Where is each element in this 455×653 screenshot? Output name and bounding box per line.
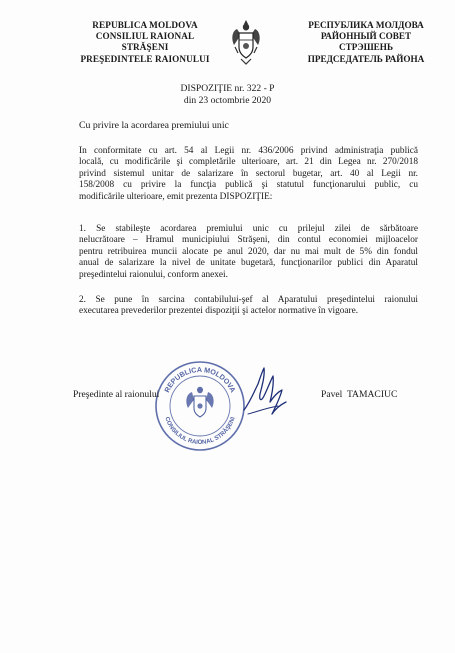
paragraph-line: 158/2008 cu privire la funcţia publică şi statutul funcţionarului public, cu [79,180,418,191]
paragraph-line: preşedintelui raionului, conform anexei. [79,269,228,280]
paragraph-line: privind sistemul unitar de salarizare în sectorul bugetar, art. 40 al Legii nr. [79,168,418,179]
paragraph-line: nelucrătoare – Hramul municipiului Străşeni, din contul economiei mijloacelor [79,235,418,246]
header-right-institution [286,20,446,65]
moldova-coat-of-arms-icon [229,17,263,67]
round-official-stamp-icon [152,358,248,454]
intro-paragraph [79,146,418,203]
header-left-line: STRĂŞENI [121,42,169,53]
paragraph-line: pentru retribuirea muncii alocate pe anul 2020, dar nu mai mult de 5% din fondul [79,246,418,257]
header-right-line: РАЙОННЫЙ СОВЕТ [320,31,412,42]
header-right-line: ПРЕДСЕДАТЕЛЬ РАЙОНА [307,53,425,64]
signatory-role: Preşedinte al raionului [73,389,160,400]
paragraph-line: În conformitate cu art. 54 al Legii nr. 436/2006 privind administraţia publică [79,146,418,156]
handwritten-signature-icon [240,362,290,424]
paragraph-line: 1. Se stabileşte acordarea premiului unic cu prilejul zilei de sărbătoare [79,224,418,234]
disposition-number: DISPOZIŢIE nr. 322 - P [180,83,275,94]
disposition-date: din 23 octombrie 2020 [183,95,272,106]
point-1-paragraph [79,224,418,281]
signatory-name: Pavel TAMACIUC [321,389,398,400]
stamp-bottom-text: CONSILIUL RAIONAL STRĂŞENI [163,416,237,446]
header-left-institution [60,20,230,65]
header-right-line: РЕСПУБЛИКА МОЛДОВА [308,20,424,30]
paragraph-line: 2. Se pune în sarcina contabilului-şef al Aparatului preşedintelui raionului [79,295,418,305]
document-subject: Cu privire la acordarea premiului unic [79,120,229,131]
header-left-line: CONSILIUL RAIONAL [95,31,195,42]
paragraph-line: executarea prevederilor prezentei dispoziţii şi actelor normative în vigoare. [79,306,359,317]
document-title [0,83,455,107]
stamp-top-text: REPUBLICA MOLDOVA [162,364,238,394]
header-left-line: REPUBLICA MOLDOVA [92,20,198,30]
header-left-line: PREŞEDINTELE RAIONULUI [80,53,210,64]
paragraph-line: modificările ulterioare, emit prezenta DISPOZIŢIE: [79,191,273,202]
header-right-line: СТРЭШЕНЬ [338,42,394,53]
paragraph-line: locală, cu modificările şi completările ulterioare, art. 21 din Legea nr. 270/2018 [79,157,418,168]
point-2-paragraph [79,295,418,318]
paragraph-line: anual de salarizare la nivel de unitate bugetară, funcţionarilor publici din Aparatul [79,258,418,269]
